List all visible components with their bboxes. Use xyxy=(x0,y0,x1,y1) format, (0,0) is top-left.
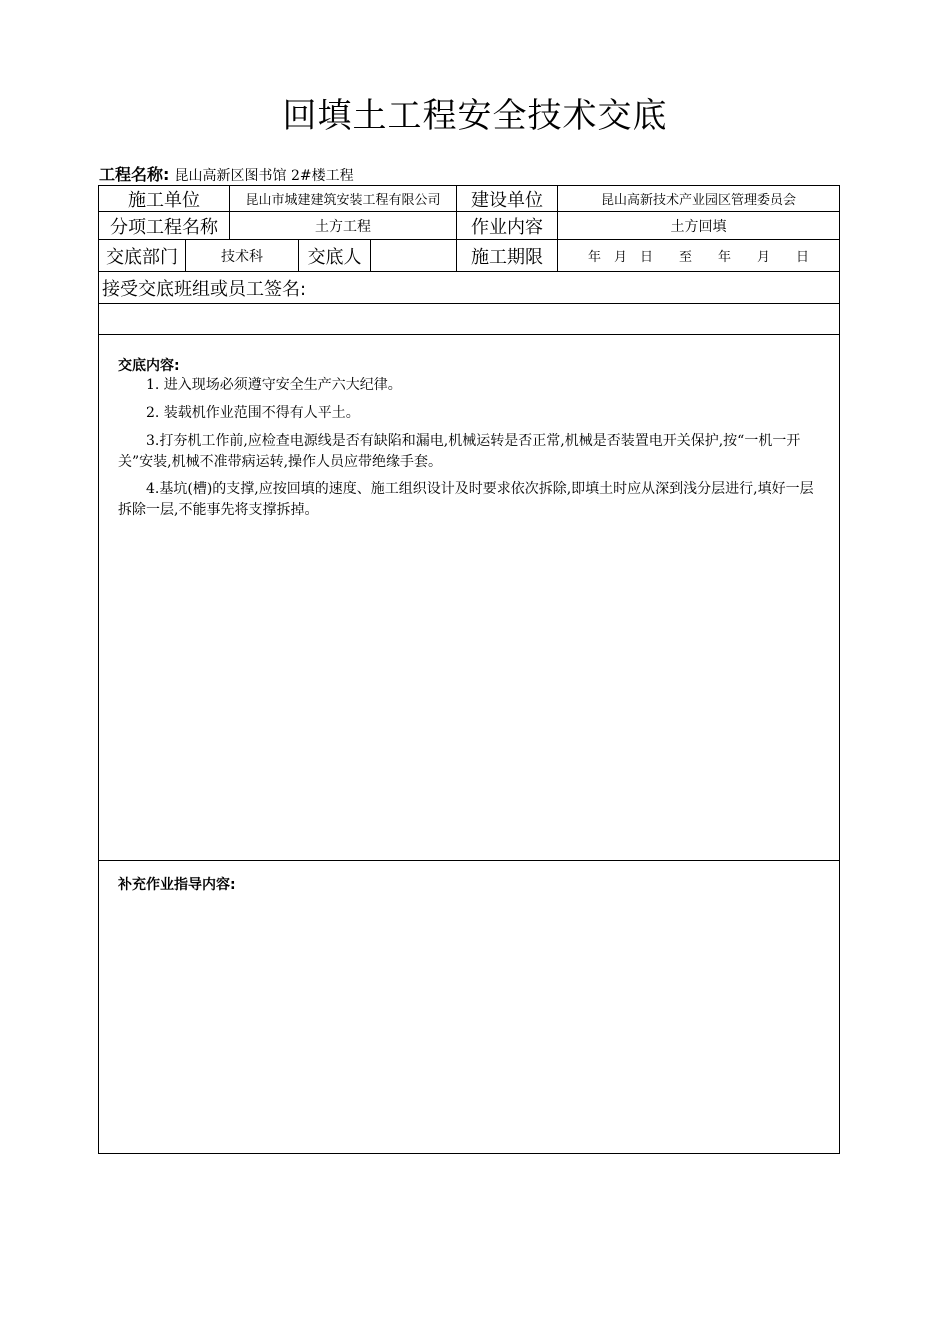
content-item-2: 2. 装载机作业范围不得有人平土。 xyxy=(146,405,360,421)
presenter-label: 交底人 xyxy=(298,239,371,272)
work-content-label: 作业内容 xyxy=(456,211,558,240)
content-item-4: 4.基坑(槽)的支撑,应按回填的速度、施工组织设计及时要求依次拆除,即填土时应从深到浅分层进行,填好一层拆除一层,不能事先将支撑拆掉。 xyxy=(118,481,814,518)
content-item-3: 3.打夯机工作前,应检查电源线是否有缺陷和漏电,机械运转是否正常,机械是否装置电开关保护,按“一机一开关”安装,机械不准带病运转,操作人员应带绝缘手套。 xyxy=(118,433,801,470)
subproject-label: 分项工程名称 xyxy=(98,211,230,240)
builder-unit-label: 建设单位 xyxy=(456,185,558,212)
supplement-heading: 补充作业指导内容: xyxy=(118,877,236,893)
dept-label: 交底部门 xyxy=(98,239,186,272)
construction-unit-value: 昆山市城建建筑安装工程有限公司 xyxy=(229,185,457,212)
period-value: 年 月 日 至 年 月 日 xyxy=(557,239,840,272)
presenter-value xyxy=(370,239,457,272)
period-label: 施工期限 xyxy=(456,239,558,272)
sign-value xyxy=(98,303,840,335)
sign-label: 接受交底班组或员工签名: xyxy=(98,271,840,304)
construction-unit-label: 施工单位 xyxy=(98,185,230,212)
content-heading: 交底内容: xyxy=(118,358,180,374)
subproject-value: 土方工程 xyxy=(229,211,457,240)
dept-value: 技术科 xyxy=(185,239,299,272)
page-title: 回填土工程安全技术交底 xyxy=(282,96,668,136)
builder-unit-value: 昆山高新技术产业园区管理委员会 xyxy=(557,185,840,212)
project-name-line xyxy=(99,162,354,185)
project-name-value: 昆山高新区图书馆 2#楼工程 xyxy=(174,168,354,184)
supplement-section xyxy=(98,860,840,1154)
work-content-value: 土方回填 xyxy=(557,211,840,240)
project-name-label: 工程名称: xyxy=(99,165,170,184)
content-section xyxy=(98,334,840,861)
content-item-1: 1. 进入现场必须遵守安全生产六大纪律。 xyxy=(146,377,402,393)
